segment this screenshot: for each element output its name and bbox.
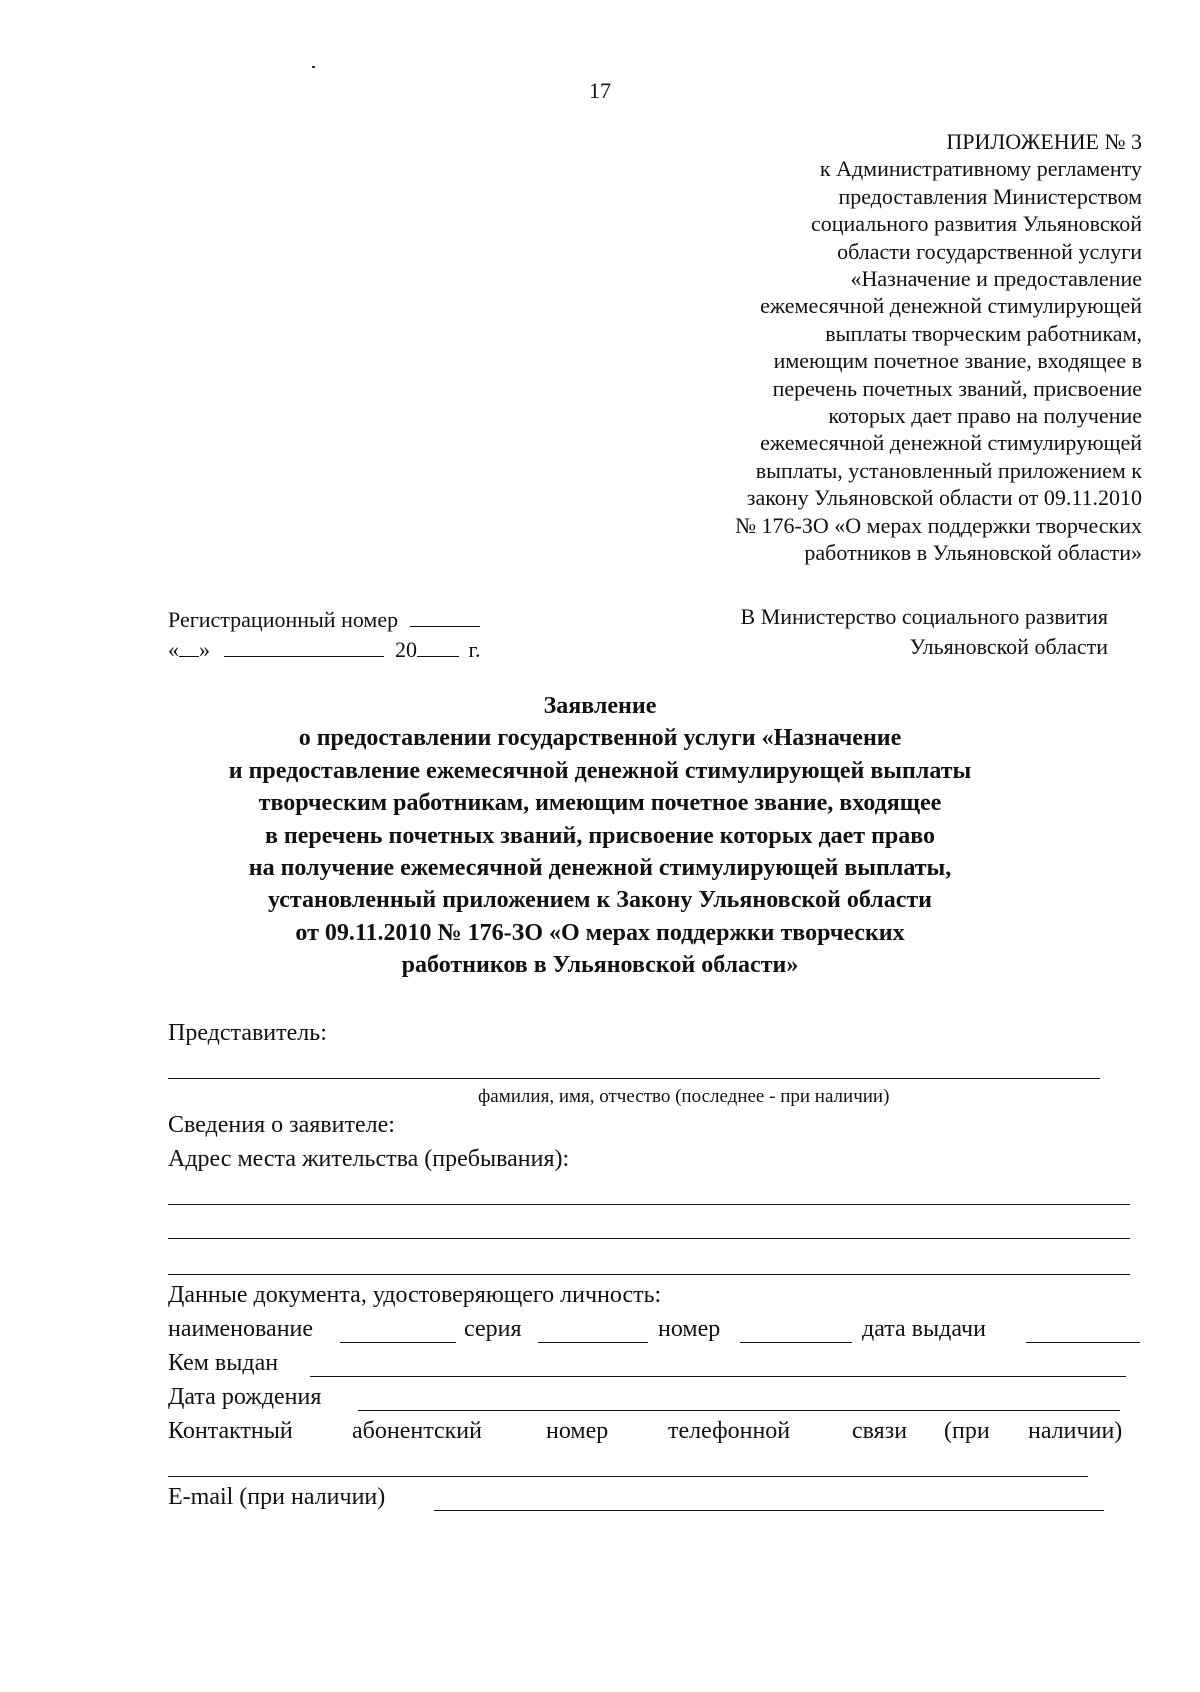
registration-date-row [168,634,481,663]
doc-issue-date-field[interactable] [1026,1316,1140,1343]
page-number: 17 [589,78,611,103]
registration-number-field[interactable] [410,604,480,627]
phone-label-row [168,1418,1143,1448]
appendix-header [600,128,1142,567]
address-label: Адрес места жительства (пребывания): [168,1146,570,1172]
title-line: и предоставление ежемесячной денежной стимулирующей выплаты [228,757,972,784]
scan-artifact [312,66,315,68]
appendix-line: № 176-ЗО «О мерах поддержки творческих [735,512,1142,538]
birth-date-row [168,1384,1123,1414]
appendix-line: предоставления Министерством [838,183,1142,209]
appendix-line: ежемесячной денежной стимулирующей [760,430,1142,456]
addressee-line-2: Ульяновской области [909,634,1108,659]
representative-hint: фамилия, имя, отчество (последнее - при наличии) [478,1086,890,1107]
doc-name-field[interactable] [340,1316,456,1343]
appendix-line: области государственной услуги [837,238,1142,264]
phone-label-word: телефонной [668,1418,791,1444]
registration-day-field[interactable] [179,634,199,657]
representative-label: Представитель: [168,1020,327,1046]
phone-label-word: (при [944,1418,990,1444]
phone-label-word: наличии) [1028,1418,1123,1444]
issued-by-field[interactable] [310,1350,1126,1377]
email-field[interactable] [434,1484,1104,1511]
appendix-line: социального развития Ульяновской [810,211,1142,237]
document-title [130,690,1070,982]
address-field-line-1[interactable] [168,1204,1130,1205]
appendix-line: работников в Ульяновской области» [804,540,1142,566]
registration-number-label: Регистрационный номер [168,607,399,632]
birth-date-label: Дата рождения [168,1384,322,1410]
phone-label-word: абонентский [352,1418,482,1444]
birth-date-field[interactable] [358,1384,1120,1411]
appendix-line: закону Ульяновской области от 09.11.2010 [746,485,1142,511]
title-line: установленный приложением к Закону Ульяновской области [268,887,932,914]
id-document-row [168,1316,1143,1346]
doc-issue-date-label: дата выдачи [862,1316,986,1342]
doc-name-label: наименование [168,1316,314,1342]
title-line: творческим работникам, имеющим почетное звание, входящее [258,790,942,817]
year-prefix: 20 [395,637,417,662]
registration-number-row [168,604,480,633]
phone-label-word: связи [852,1418,908,1444]
issued-by-label: Кем выдан [168,1350,279,1376]
appendix-line: выплаты творческим работникам, [825,320,1142,346]
year-suffix: г. [468,637,481,662]
address-field-line-2[interactable] [168,1238,1130,1239]
representative-name-field[interactable] [168,1078,1100,1079]
email-row [168,1484,1108,1514]
phone-field[interactable] [168,1476,1088,1477]
title-line: в перечень почетных званий, присвоение которых дает право [264,822,936,849]
appendix-line: к Административному регламенту [819,156,1142,182]
addressee-line-1: В Министерство социального развития [740,604,1108,629]
doc-number-field[interactable] [740,1316,852,1343]
title-line: от 09.11.2010 № 176-ЗО «О мерах поддержки творческих [295,919,905,946]
phone-label-word: номер [546,1418,609,1444]
appendix-line: ПРИЛОЖЕНИЕ № 3 [946,129,1142,154]
id-document-label: Данные документа, удостоверяющего личность: [168,1282,662,1308]
appendix-line: перечень почетных званий, присвоение [772,375,1142,401]
title-line: работников в Ульяновской области» [401,952,799,979]
applicant-info-label: Сведения о заявителе: [168,1112,395,1138]
appendix-line: «Назначение и предоставление [850,266,1142,292]
phone-label-word: Контактный [168,1418,293,1444]
title-line: о предоставлении государственной услуги «Назначение [298,725,902,752]
appendix-line: выплаты, установленный приложением к [755,457,1142,483]
doc-series-label: серия [464,1316,522,1342]
issued-by-row [168,1350,1128,1380]
title-line: Заявление [543,693,657,719]
doc-series-field[interactable] [538,1316,648,1343]
date-open-quote: « [168,637,179,662]
doc-number-label: номер [658,1316,721,1342]
address-field-line-3[interactable] [168,1274,1130,1275]
appendix-line: имеющим почетное звание, входящее в [773,348,1142,374]
registration-year-field[interactable] [417,634,459,657]
registration-month-field[interactable] [224,634,384,657]
title-line: на получение ежемесячной денежной стимулирующей выплаты, [248,855,952,882]
appendix-line: которых дает право на получение [828,403,1142,429]
email-label: E-mail (при наличии) [168,1484,386,1510]
appendix-line: ежемесячной денежной стимулирующей [760,293,1142,319]
date-close-quote: » [199,637,210,662]
